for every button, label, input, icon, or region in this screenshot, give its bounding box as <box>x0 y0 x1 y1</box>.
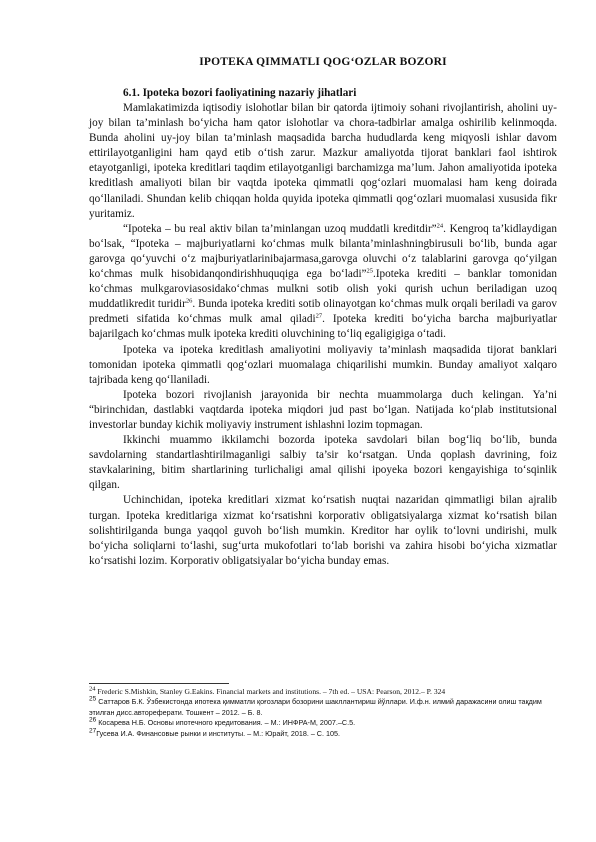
section-heading: 6.1. Ipoteka bozori faoliyatining nazariy jihatlari <box>123 87 357 99</box>
paragraph-text: .Ipoteka krediti – banklar tomonidan ko‘chmas mulkgaroviasosidako‘chmas mulkni sotib olish yoki qurish uchun beriladigan uzoq muddatlikredit turidir <box>89 268 557 311</box>
document-body <box>89 56 557 569</box>
footnote-25 <box>89 697 559 718</box>
footnote-text: Гусева И.А. Финансовые рынки и институты. – М.: Юрайт, 2018. – С. 105. <box>96 728 340 738</box>
footnotes-section <box>89 683 559 739</box>
paragraph-intro: Mamlakatimizda iqtisodiy islohotlar bilan bir qatorda ijtimoiy sohani rivojlantirish, aholini uy-joy bilan ta’minlash bo‘yicha ham qator islohotlar va chora-tadbirlar amalga oshirilib kelinmoqda. Bunda aholini uy-joy bilan ta’minlash maqsadida barcha hududlarda keng miqyosli ishlar davom ettirilayotganligini ham qayd etib o‘tish zarur. Mazkur amaliyotda tijorat banklari faol ishtirok etayotganligi, ipoteka kreditlari taqdim etilayotganligi barchamizga ma’lum. Jahon amaliyotida ipoteka kreditlash amaliyoti bilan bir vaqtda ipoteka qimmatli qog‘ozlari muomalasi ham keng doirada qo‘llaniladi. Shundan kelib chiqqan holda quyida ipoteka qimmatli qog‘ozlari muomalasi xususida fikr yuritamiz. <box>89 102 557 220</box>
paragraph-text: . Ipoteka krediti bo‘yicha barcha majburiyatlar bajarilgach ko‘chmas mulk ipoteka krediti oluvchining to‘liq egaligigiga o‘tadi. <box>89 313 558 341</box>
footnote-text: Косарева Н.Б. Основы ипотечного кредитования. – М.: ИНФРА-М, 2007.–С.5. <box>96 718 356 728</box>
paragraph-text: . Kengroq ta’kidlaydigan bo‘lsak, “Ipoteka – majburiyatlarni ko‘chmas mulk bilanta’minlashningbirusuli bo‘lib, bunda agar garovga qo‘yuvchi o‘z majburiyatlarinibajarmasa,garovga oluvchi o‘z talablarini garovga qo‘yilgan ko‘chmas mulk hisobidanqondirishhuquqiga ega bo‘ladi” <box>89 222 557 281</box>
footnote-ref-25[interactable]: 25 <box>366 267 374 275</box>
footnote-text: Саттаров Б.К. Ўзбекистонда ипотека қимматли қоғозлари бозорини шакллантириш йўллари. И.ф.н. илмий даражасини олиш тақдим этилган дисс.автореферати. Тошкент – 2012. – Б. 8. <box>89 697 542 717</box>
paragraph-definition <box>89 222 557 343</box>
footnote-number: 26 <box>89 716 97 724</box>
paragraph-text: . Bunda ipoteka krediti sotib olinayotgan ko‘chmas mulk orqali beriladi va garov predmeti sifatida ko‘chmas mulk amal qiladi <box>89 298 557 326</box>
footnote-27 <box>89 729 559 739</box>
footnote-24 <box>89 687 559 697</box>
footnote-number: 25 <box>89 696 97 704</box>
footnote-ref-27[interactable]: 27 <box>315 312 323 320</box>
document-title: IPOTEKA QIMMATLI QOG‘OZLAR BOZORI <box>199 56 447 68</box>
footnote-ref-24[interactable]: 24 <box>436 222 444 230</box>
footnote-ref-26[interactable]: 26 <box>185 297 193 305</box>
footnote-number: 27 <box>89 727 97 735</box>
paragraph-problem-second: Ikkinchi muammo ikkilamchi bozorda ipoteka savdolari bilan bog‘liq bo‘lib, bunda savdolarning standartlashtirilmaganligi salbiy ta’sir ko‘rsatgan. Unda qoplash davrining, foiz stavkalarining, bitim shartlarining turlichaligi amal qilishi ipoyeka bozori kengayishiga to‘sqinlik qilgan. <box>89 434 557 492</box>
footnote-separator <box>89 683 229 684</box>
footnote-number: 24 <box>89 685 96 693</box>
paragraph-problem-first: Ipoteka bozori rivojlanish jarayonida bir nechta muammolarga duch kelingan. Ya’ni “birinchidan, dastlabki vaqtdarda ipoteka miqdori jud past bo‘lgan. Natijada ko‘plab institutsional investorlar bunday kichik moliyaviy instrument ishlashni lozim topmagan. <box>89 388 557 431</box>
paragraph-problem-third: Uchinchidan, ipoteka kreditlari xizmat ko‘rsatish nuqtai nazaridan qimmatligi bilan ajralib turgan. Ipoteka kreditlariga xizmat ko‘rsatishni korporativ obligatsiyalarga xizmat ko‘rsatish bilan solishtirilganda bunga yaqqol guvoh bo‘lish mumkin. Kreditor har oylik to‘lovni undirishi, mulk bo‘yicha soliqlarni to‘lashi, sug‘urta mukofotlari to‘lab borishi va zahira hisobi bo‘yicha xizmatlar ko‘rsatishi lozim. Korporativ obligatsiyalar bo‘yicha bunday emas. <box>89 494 557 567</box>
paragraph-text: “Ipoteka – bu real aktiv bilan ta’minlangan uzoq muddatli kreditdir” <box>123 222 437 235</box>
footnote-text: Frederic S.Mishkin, Stanley G.Eakins. Financial markets and institutions. – 7th ed. – USA: Pearson, 2012.– P. 324 <box>95 687 446 696</box>
footnote-26 <box>89 718 559 728</box>
paragraph-securities: Ipoteka va ipoteka kreditlash amaliyotini moliyaviy ta’minlash maqsadida tijorat banklari tomonidan ipoteka qimmatli qog‘ozlari muomalaga chiqarilishi mumkin. Bunday amaliyot xalqaro tajribada keng qo‘llaniladi. <box>89 343 557 386</box>
